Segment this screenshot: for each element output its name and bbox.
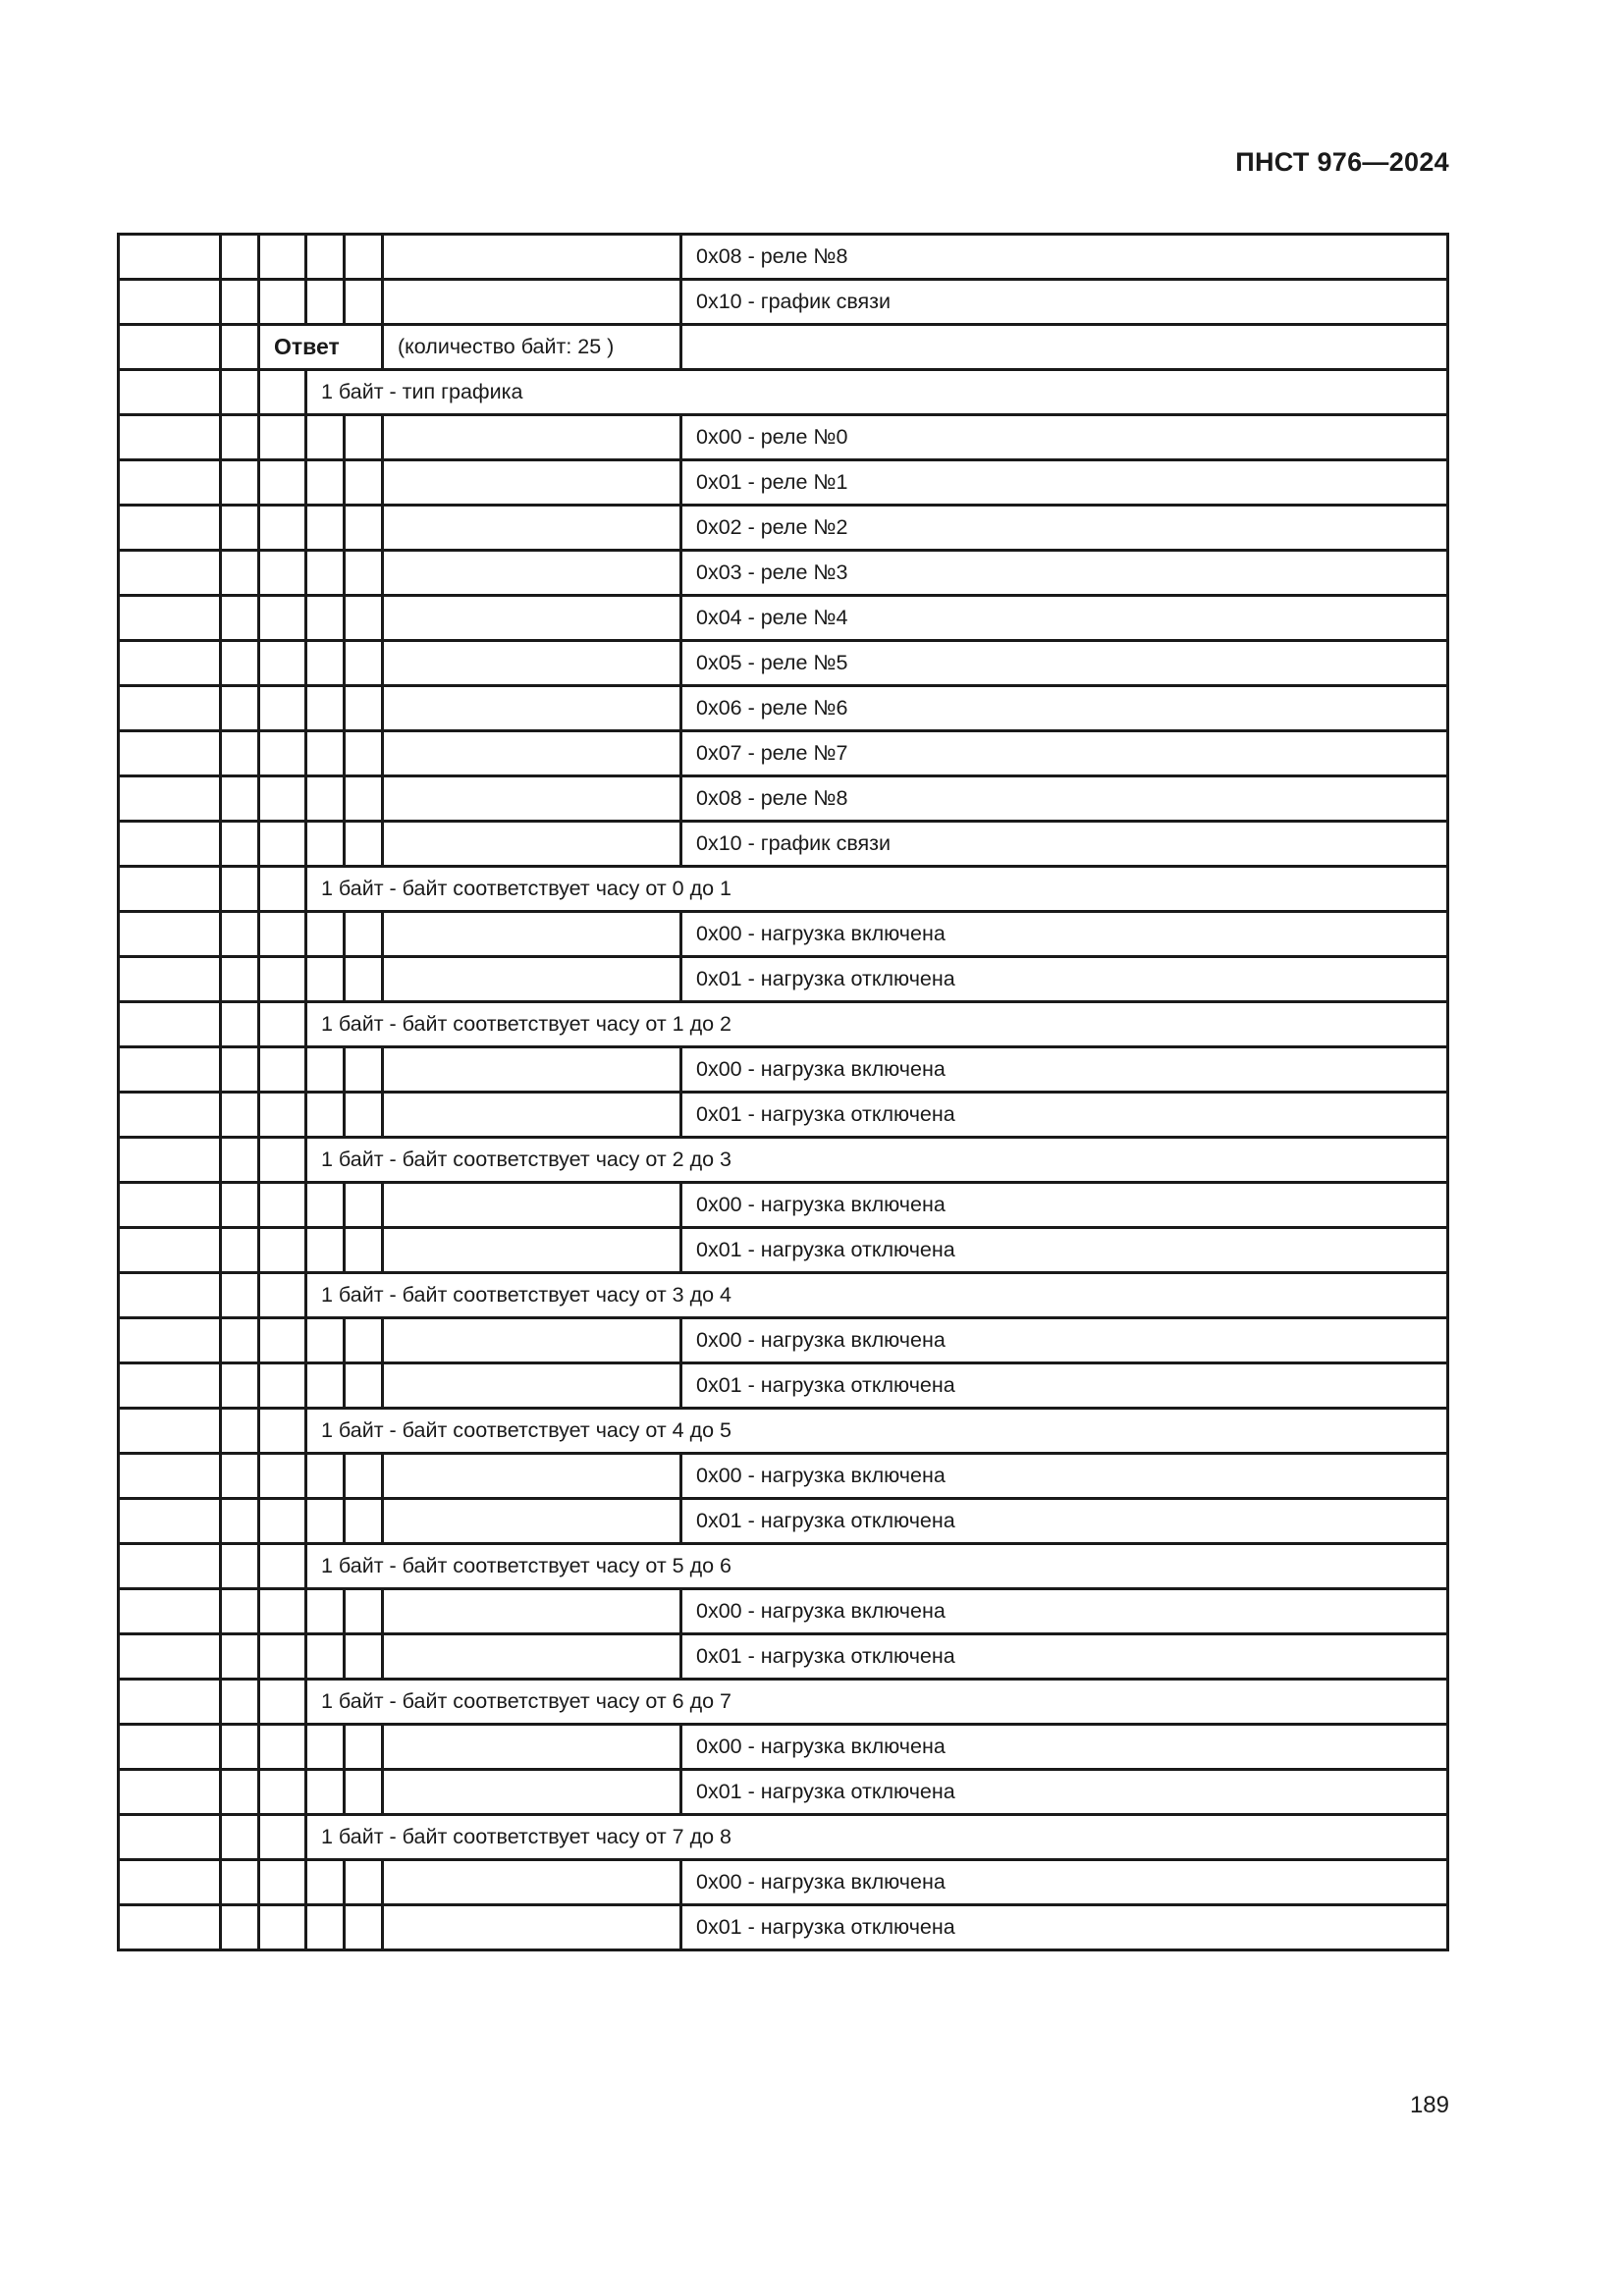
value-cell: 0x00 - нагрузка включена	[681, 912, 1448, 957]
empty-cell	[119, 370, 221, 415]
value-cell: 0x01 - нагрузка отключена	[681, 1093, 1448, 1138]
value-cell: 0x00 - реле №0	[681, 415, 1448, 460]
empty-cell	[345, 1093, 383, 1138]
empty-cell	[681, 325, 1448, 370]
empty-cell	[119, 1183, 221, 1228]
empty-cell	[221, 1680, 259, 1725]
empty-cell	[119, 867, 221, 912]
empty-cell	[259, 867, 306, 912]
value-cell: 0x01 - реле №1	[681, 460, 1448, 506]
empty-cell	[259, 596, 306, 641]
empty-cell	[383, 1363, 681, 1409]
value-cell: 0x06 - реле №6	[681, 686, 1448, 731]
table-row	[119, 686, 1448, 731]
empty-cell	[383, 1589, 681, 1634]
field-label-cell: 1 байт - тип графика	[306, 370, 1448, 415]
value-cell: 0x00 - нагрузка включена	[681, 1589, 1448, 1634]
empty-cell	[345, 776, 383, 822]
value-cell: 0x03 - реле №3	[681, 551, 1448, 596]
empty-cell	[119, 325, 221, 370]
empty-cell	[259, 1273, 306, 1318]
empty-cell	[383, 1228, 681, 1273]
value-cell: 0x01 - нагрузка отключена	[681, 1770, 1448, 1815]
empty-cell	[345, 1318, 383, 1363]
empty-cell	[221, 1815, 259, 1860]
field-row	[119, 1409, 1448, 1454]
empty-cell	[345, 1183, 383, 1228]
empty-cell	[383, 415, 681, 460]
value-cell: 0x00 - нагрузка включена	[681, 1725, 1448, 1770]
empty-cell	[221, 1363, 259, 1409]
table-row	[119, 1725, 1448, 1770]
table-row	[119, 912, 1448, 957]
empty-cell	[119, 1138, 221, 1183]
empty-cell	[345, 1725, 383, 1770]
empty-cell	[259, 1544, 306, 1589]
empty-cell	[221, 867, 259, 912]
empty-cell	[345, 1047, 383, 1093]
empty-cell	[345, 460, 383, 506]
empty-cell	[306, 280, 345, 325]
value-cell: 0x01 - нагрузка отключена	[681, 1228, 1448, 1273]
empty-cell	[259, 1680, 306, 1725]
empty-cell	[259, 776, 306, 822]
empty-cell	[306, 596, 345, 641]
empty-cell	[306, 1183, 345, 1228]
table-row	[119, 1905, 1448, 1950]
empty-cell	[119, 506, 221, 551]
empty-cell	[119, 1860, 221, 1905]
table-row	[119, 1860, 1448, 1905]
value-cell: 0x01 - нагрузка отключена	[681, 1905, 1448, 1950]
field-row	[119, 867, 1448, 912]
empty-cell	[221, 370, 259, 415]
empty-cell	[383, 1905, 681, 1950]
empty-cell	[221, 1544, 259, 1589]
document-code: ПНСТ 976—2024	[1235, 147, 1449, 177]
empty-cell	[221, 1183, 259, 1228]
empty-cell	[345, 1634, 383, 1680]
value-cell: 0x08 - реле №8	[681, 235, 1448, 280]
empty-cell	[259, 370, 306, 415]
protocol-table	[117, 233, 1449, 1951]
empty-cell	[383, 1093, 681, 1138]
empty-cell	[383, 1499, 681, 1544]
empty-cell	[383, 1047, 681, 1093]
empty-cell	[221, 1770, 259, 1815]
empty-cell	[306, 506, 345, 551]
empty-cell	[221, 506, 259, 551]
value-cell: 0x10 - график связи	[681, 280, 1448, 325]
empty-cell	[259, 641, 306, 686]
page-number: 189	[1409, 2092, 1449, 2118]
empty-cell	[383, 641, 681, 686]
table-row	[119, 596, 1448, 641]
table-row	[119, 1228, 1448, 1273]
empty-cell	[383, 280, 681, 325]
table-row	[119, 957, 1448, 1002]
empty-cell	[345, 1589, 383, 1634]
empty-cell	[345, 551, 383, 596]
empty-cell	[119, 460, 221, 506]
empty-cell	[383, 235, 681, 280]
empty-cell	[306, 1589, 345, 1634]
empty-cell	[259, 280, 306, 325]
empty-cell	[119, 1680, 221, 1725]
empty-cell	[259, 1363, 306, 1409]
empty-cell	[259, 1454, 306, 1499]
empty-cell	[383, 1318, 681, 1363]
empty-cell	[221, 1409, 259, 1454]
empty-cell	[345, 235, 383, 280]
empty-cell	[259, 415, 306, 460]
empty-cell	[306, 235, 345, 280]
empty-cell	[345, 1770, 383, 1815]
table-row	[119, 506, 1448, 551]
empty-cell	[306, 957, 345, 1002]
table-row	[119, 460, 1448, 506]
empty-cell	[306, 1228, 345, 1273]
empty-cell	[119, 1544, 221, 1589]
value-cell: 0x05 - реле №5	[681, 641, 1448, 686]
empty-cell	[345, 957, 383, 1002]
empty-cell	[306, 551, 345, 596]
empty-cell	[259, 731, 306, 776]
empty-cell	[259, 506, 306, 551]
empty-cell	[306, 731, 345, 776]
empty-cell	[259, 1138, 306, 1183]
empty-cell	[306, 776, 345, 822]
table-row	[119, 1318, 1448, 1363]
table-row	[119, 235, 1448, 280]
empty-cell	[383, 596, 681, 641]
field-row	[119, 1002, 1448, 1047]
table-row	[119, 1047, 1448, 1093]
empty-cell	[221, 1228, 259, 1273]
empty-cell	[259, 1905, 306, 1950]
empty-cell	[306, 415, 345, 460]
value-cell: 0x10 - график связи	[681, 822, 1448, 867]
empty-cell	[221, 1589, 259, 1634]
empty-cell	[259, 1589, 306, 1634]
table-row	[119, 415, 1448, 460]
empty-cell	[119, 1589, 221, 1634]
empty-cell	[221, 641, 259, 686]
empty-cell	[306, 1905, 345, 1950]
empty-cell	[221, 1273, 259, 1318]
field-label-cell: 1 байт - байт соответствует часу от 0 до 1	[306, 867, 1448, 912]
empty-cell	[119, 686, 221, 731]
empty-cell	[259, 551, 306, 596]
empty-cell	[221, 280, 259, 325]
empty-cell	[119, 1634, 221, 1680]
field-label-cell: 1 байт - байт соответствует часу от 1 до 2	[306, 1002, 1448, 1047]
empty-cell	[119, 415, 221, 460]
empty-cell	[259, 1634, 306, 1680]
empty-cell	[306, 1047, 345, 1093]
empty-cell	[259, 1409, 306, 1454]
empty-cell	[119, 1318, 221, 1363]
empty-cell	[259, 1093, 306, 1138]
empty-cell	[345, 415, 383, 460]
value-cell: 0x08 - реле №8	[681, 776, 1448, 822]
empty-cell	[221, 415, 259, 460]
empty-cell	[345, 1905, 383, 1950]
field-row	[119, 1815, 1448, 1860]
empty-cell	[221, 731, 259, 776]
empty-cell	[259, 1228, 306, 1273]
empty-cell	[119, 1363, 221, 1409]
empty-cell	[119, 1047, 221, 1093]
value-cell: 0x00 - нагрузка включена	[681, 1318, 1448, 1363]
empty-cell	[383, 1770, 681, 1815]
empty-cell	[259, 1815, 306, 1860]
empty-cell	[345, 1228, 383, 1273]
empty-cell	[345, 1860, 383, 1905]
empty-cell	[259, 1499, 306, 1544]
empty-cell	[306, 1725, 345, 1770]
field-label-cell: 1 байт - байт соответствует часу от 4 до 5	[306, 1409, 1448, 1454]
empty-cell	[221, 1905, 259, 1950]
empty-cell	[306, 1770, 345, 1815]
empty-cell	[383, 731, 681, 776]
empty-cell	[259, 686, 306, 731]
table-row	[119, 1499, 1448, 1544]
empty-cell	[221, 1454, 259, 1499]
empty-cell	[306, 1634, 345, 1680]
empty-cell	[259, 912, 306, 957]
empty-cell	[306, 641, 345, 686]
table-row	[119, 1183, 1448, 1228]
empty-cell	[345, 822, 383, 867]
empty-cell	[221, 776, 259, 822]
empty-cell	[306, 1363, 345, 1409]
response-byte-count: (количество байт: 25 )	[383, 325, 681, 370]
empty-cell	[306, 912, 345, 957]
empty-cell	[306, 822, 345, 867]
table-row	[119, 1454, 1448, 1499]
empty-cell	[306, 1093, 345, 1138]
empty-cell	[306, 1499, 345, 1544]
empty-cell	[306, 1318, 345, 1363]
empty-cell	[221, 1634, 259, 1680]
empty-cell	[259, 1047, 306, 1093]
empty-cell	[345, 641, 383, 686]
empty-cell	[119, 912, 221, 957]
empty-cell	[221, 325, 259, 370]
empty-cell	[221, 822, 259, 867]
value-cell: 0x04 - реле №4	[681, 596, 1448, 641]
field-label-cell: 1 байт - байт соответствует часу от 7 до 8	[306, 1815, 1448, 1860]
empty-cell	[259, 1725, 306, 1770]
value-cell: 0x01 - нагрузка отключена	[681, 1363, 1448, 1409]
empty-cell	[259, 235, 306, 280]
empty-cell	[221, 235, 259, 280]
value-cell: 0x00 - нагрузка включена	[681, 1454, 1448, 1499]
table-row	[119, 641, 1448, 686]
empty-cell	[221, 1002, 259, 1047]
empty-cell	[383, 506, 681, 551]
empty-cell	[221, 1725, 259, 1770]
table-body	[119, 235, 1448, 1950]
empty-cell	[345, 1454, 383, 1499]
field-label-cell: 1 байт - байт соответствует часу от 6 до 7	[306, 1680, 1448, 1725]
table-row	[119, 1634, 1448, 1680]
empty-cell	[259, 1318, 306, 1363]
response-row	[119, 325, 1448, 370]
empty-cell	[383, 957, 681, 1002]
empty-cell	[119, 1093, 221, 1138]
value-cell: 0x00 - нагрузка включена	[681, 1183, 1448, 1228]
value-cell: 0x01 - нагрузка отключена	[681, 1499, 1448, 1544]
empty-cell	[119, 235, 221, 280]
table-row	[119, 1363, 1448, 1409]
empty-cell	[221, 957, 259, 1002]
empty-cell	[345, 1499, 383, 1544]
empty-cell	[119, 1499, 221, 1544]
empty-cell	[306, 460, 345, 506]
table-row	[119, 1589, 1448, 1634]
empty-cell	[221, 596, 259, 641]
table-row	[119, 1093, 1448, 1138]
field-row	[119, 370, 1448, 415]
field-label-cell: 1 байт - байт соответствует часу от 3 до 4	[306, 1273, 1448, 1318]
empty-cell	[119, 1409, 221, 1454]
value-cell: 0x00 - нагрузка включена	[681, 1047, 1448, 1093]
empty-cell	[119, 641, 221, 686]
empty-cell	[383, 1183, 681, 1228]
field-label-cell: 1 байт - байт соответствует часу от 2 до 3	[306, 1138, 1448, 1183]
table-row	[119, 776, 1448, 822]
empty-cell	[221, 1860, 259, 1905]
empty-cell	[345, 1363, 383, 1409]
empty-cell	[221, 460, 259, 506]
value-cell: 0x07 - реле №7	[681, 731, 1448, 776]
table-row	[119, 822, 1448, 867]
empty-cell	[259, 1183, 306, 1228]
empty-cell	[345, 280, 383, 325]
empty-cell	[345, 686, 383, 731]
empty-cell	[119, 1905, 221, 1950]
empty-cell	[221, 1318, 259, 1363]
empty-cell	[383, 912, 681, 957]
value-cell: 0x02 - реле №2	[681, 506, 1448, 551]
empty-cell	[119, 1725, 221, 1770]
empty-cell	[306, 1454, 345, 1499]
table-row	[119, 551, 1448, 596]
empty-cell	[221, 1138, 259, 1183]
empty-cell	[383, 1860, 681, 1905]
table-row	[119, 280, 1448, 325]
empty-cell	[119, 957, 221, 1002]
empty-cell	[306, 1860, 345, 1905]
empty-cell	[119, 551, 221, 596]
field-row	[119, 1273, 1448, 1318]
empty-cell	[383, 776, 681, 822]
empty-cell	[259, 1860, 306, 1905]
empty-cell	[119, 1002, 221, 1047]
empty-cell	[306, 686, 345, 731]
value-cell: 0x00 - нагрузка включена	[681, 1860, 1448, 1905]
empty-cell	[345, 596, 383, 641]
response-label: Ответ	[259, 325, 383, 370]
empty-cell	[119, 1815, 221, 1860]
empty-cell	[383, 822, 681, 867]
empty-cell	[345, 912, 383, 957]
empty-cell	[119, 596, 221, 641]
value-cell: 0x01 - нагрузка отключена	[681, 957, 1448, 1002]
empty-cell	[259, 957, 306, 1002]
empty-cell	[119, 1228, 221, 1273]
empty-cell	[119, 1273, 221, 1318]
empty-cell	[119, 1454, 221, 1499]
empty-cell	[259, 822, 306, 867]
empty-cell	[119, 1770, 221, 1815]
empty-cell	[383, 686, 681, 731]
empty-cell	[221, 912, 259, 957]
empty-cell	[221, 1499, 259, 1544]
empty-cell	[119, 822, 221, 867]
empty-cell	[383, 1634, 681, 1680]
empty-cell	[259, 1770, 306, 1815]
empty-cell	[259, 460, 306, 506]
empty-cell	[119, 731, 221, 776]
field-row	[119, 1138, 1448, 1183]
table-row	[119, 1770, 1448, 1815]
field-row	[119, 1680, 1448, 1725]
empty-cell	[383, 1725, 681, 1770]
empty-cell	[119, 280, 221, 325]
empty-cell	[119, 776, 221, 822]
empty-cell	[221, 1093, 259, 1138]
empty-cell	[221, 1047, 259, 1093]
field-row	[119, 1544, 1448, 1589]
empty-cell	[383, 1454, 681, 1499]
empty-cell	[221, 686, 259, 731]
empty-cell	[221, 551, 259, 596]
table-row	[119, 731, 1448, 776]
empty-cell	[383, 551, 681, 596]
empty-cell	[259, 1002, 306, 1047]
value-cell: 0x01 - нагрузка отключена	[681, 1634, 1448, 1680]
empty-cell	[345, 506, 383, 551]
field-label-cell: 1 байт - байт соответствует часу от 5 до 6	[306, 1544, 1448, 1589]
empty-cell	[383, 460, 681, 506]
empty-cell	[345, 731, 383, 776]
